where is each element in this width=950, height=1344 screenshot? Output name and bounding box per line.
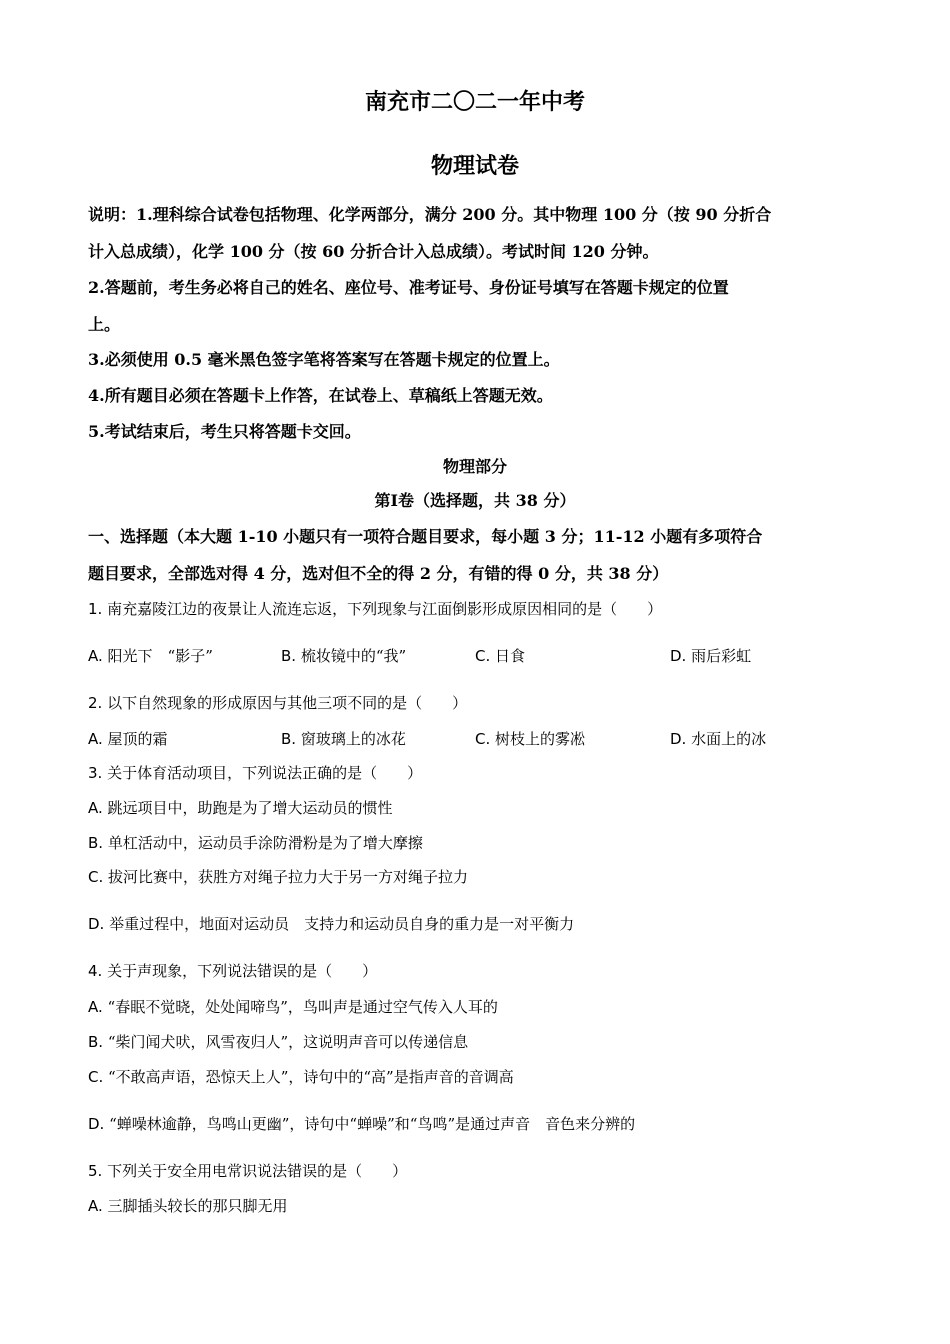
instruction-line: 3.必须使用 0.5 毫米黑色签字笔将答案写在答题卡规定的位置上。: [88, 350, 560, 369]
section-heading: 一、选择题（本大题 1-10 小题只有一项符合题目要求，每小题 3 分；11-12 小题有多项符合: [88, 527, 763, 546]
question-stem: 下列关于安全用电常识说法错误的是（ ）: [102, 1162, 408, 1180]
question-1: [88, 599, 910, 619]
option-a: A. 三脚插头较长的那只脚无用: [88, 1197, 288, 1215]
question-number: 4.: [88, 962, 103, 980]
option-b: B. 单杠活动中，运动员手涂防滑粉是为了增大摩擦: [88, 834, 423, 852]
option-a: A. 跳远项目中，助跑是为了增大运动员的惯性: [88, 799, 393, 817]
question-stem: 南充嘉陵江边的夜景让人流连忘返，下列现象与江面倒影形成原因相同的是（ ）: [102, 600, 663, 618]
question-number: 5.: [88, 1162, 103, 1180]
option-d: D. “蝉噪林逾静，鸟鸣山更幽”，诗句中“蝉噪”和“鸟鸣”是通过声音 音色来分辨的: [88, 1115, 636, 1133]
question-5: [88, 1161, 910, 1181]
question-stem: 关于声现象，下列说法错误的是（ ）: [102, 962, 378, 980]
instruction-line: 2.答题前，考生务必将自己的姓名、座位号、准考证号、身份证号填写在答题卡规定的位置: [88, 278, 729, 297]
option-d: D. 雨后彩虹: [670, 647, 752, 665]
question-number: 3.: [88, 764, 103, 782]
option-b: B. “柴门闻犬吠，风雪夜归人”，这说明声音可以传递信息: [88, 1033, 469, 1051]
exam-subtitle: 物理试卷: [430, 153, 519, 179]
option-b: B. 梳妆镜中的“我”: [281, 647, 407, 665]
volume-title: 第Ⅰ卷（选择题，共 38 分）: [374, 491, 576, 510]
question-3: [88, 763, 910, 783]
instruction-line: 计入总成绩），化学 100 分（按 60 分折合计入总成绩）。考试时间 120 分钟。: [88, 242, 659, 261]
option-c: C. 树枝上的雾凇: [475, 730, 586, 748]
instruction-line: 5.考试结束后，考生只将答题卡交回。: [88, 422, 361, 441]
option-b: B. 窗玻璃上的冰花: [281, 730, 406, 748]
part-title: 物理部分: [442, 457, 507, 476]
option-a: A. 屋顶的霜: [88, 730, 168, 748]
question-stem: 以下自然现象的形成原因与其他三项不同的是（ ）: [102, 694, 468, 712]
option-c: C. “不敢高声语，恐惊天上人”，诗句中的“高”是指声音的音调高: [88, 1068, 514, 1086]
question-4: [88, 961, 910, 981]
option-a: A. 阳光下 “影子”: [88, 647, 213, 665]
option-a: A. “春眠不觉晓，处处闻啼鸟”，鸟叫声是通过空气传入人耳的: [88, 998, 498, 1016]
instruction-line: 上。: [88, 315, 121, 334]
option-c: C. 拔河比赛中，获胜方对绳子拉力大于另一方对绳子拉力: [88, 868, 469, 886]
question-1-options: [88, 646, 888, 666]
instruction-line: 说明：1.理科综合试卷包括物理、化学两部分，满分 200 分。其中物理 100 分（按 90 分折合: [88, 205, 772, 224]
question-number: 1.: [88, 600, 103, 618]
exam-title: 南充市二〇二一年中考: [364, 89, 585, 115]
option-d: D. 水面上的冰: [670, 730, 767, 748]
question-stem: 关于体育活动项目，下列说法正确的是（ ）: [102, 764, 423, 782]
question-number: 2.: [88, 694, 103, 712]
instruction-line: 4.所有题目必须在答题卡上作答，在试卷上、草稿纸上答题无效。: [88, 386, 553, 405]
question-2: [88, 693, 910, 713]
question-2-options: [88, 729, 888, 749]
option-c: C. 日食: [475, 647, 526, 665]
section-heading: 题目要求，全部选对得 4 分，选对但不全的得 2 分，有错的得 0 分，共 38 分）: [88, 564, 669, 583]
option-d: D. 举重过程中，地面对运动员 支持力和运动员自身的重力是一对平衡力: [88, 915, 575, 933]
